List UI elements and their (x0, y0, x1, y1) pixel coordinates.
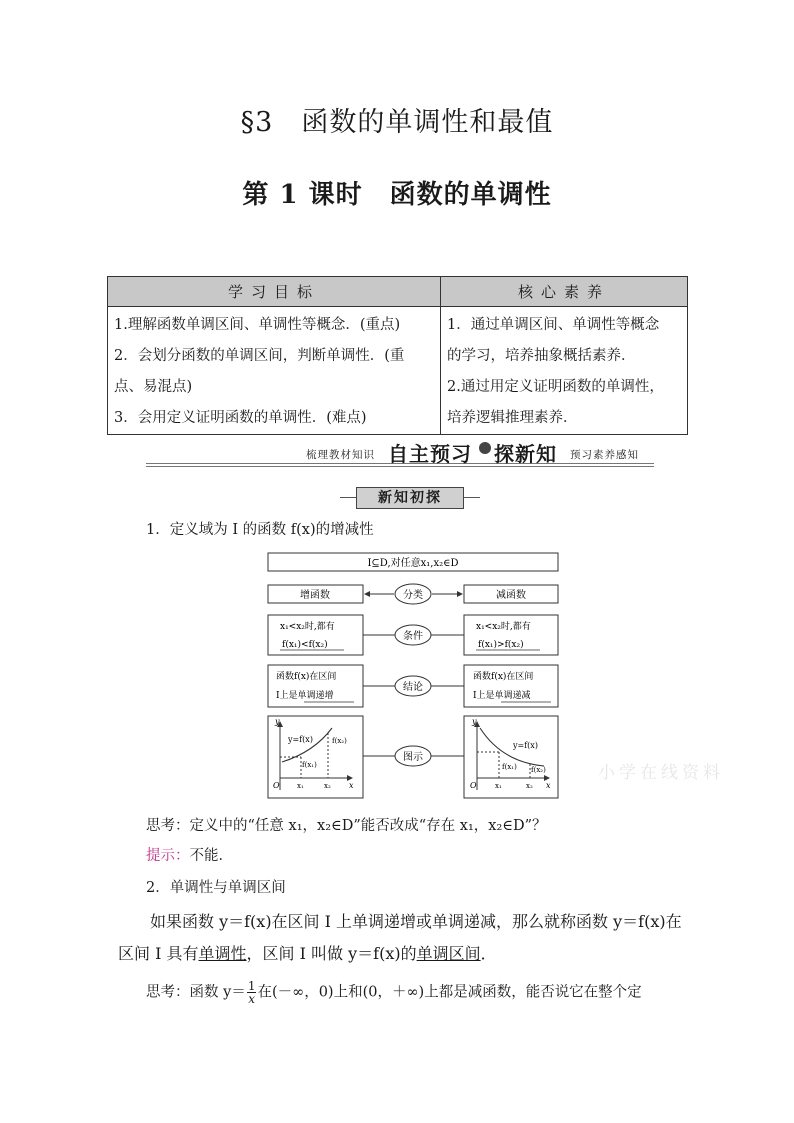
watermark: 小学在线资料 (598, 763, 724, 783)
item2-paragraph (118, 906, 684, 970)
increasing-condition-line2: f(x₁)<f(x₂) (282, 640, 328, 650)
increasing-condition-line1: x₁<x₂时,都有 (280, 622, 335, 632)
goals-table (107, 276, 688, 435)
goal-line: 点、易混点) (114, 379, 193, 395)
section-tag: 新知初探 (356, 487, 464, 509)
decreasing-conclusion-line2: I上是单调递减 (473, 691, 531, 701)
lesson-title: 第 1 课时 函数的单调性 (242, 180, 552, 210)
left-x1: x₁ (297, 782, 304, 790)
goals-header: 学习目标 (108, 277, 441, 307)
fraction (247, 980, 257, 1005)
think1-question: 思考：定义中的“任意 x₁，x₂∈D”能否改成“存在 x₁，x₂∈D”？ (146, 818, 547, 834)
literacy-header: 核心素养 (441, 277, 688, 307)
right-x1: x₁ (495, 782, 502, 790)
left-fx1: f(x₁) (302, 761, 317, 769)
literacy-line: 培养逻辑推理素养． (447, 410, 578, 426)
think2-line (146, 980, 642, 1005)
condition-label: 条件 (403, 631, 423, 642)
literacy-line: 1．通过单调区间、单调性等概念 (447, 317, 660, 333)
item2-term-interval: 单调区间 (416, 944, 481, 963)
left-axis-x: x (349, 781, 354, 790)
right-axis-y: y (472, 717, 477, 726)
classify-label: 分类 (403, 590, 423, 601)
item1-title: 1．定义域为 I 的函数 f(x)的增减性 (146, 522, 374, 538)
section-tag-rule-right (464, 497, 480, 498)
banner-arrow-icon (479, 442, 491, 454)
left-graph-label: y=f(x) (288, 735, 313, 744)
item2-title: 2．单调性与单调区间 (146, 880, 286, 896)
literacy-line: 2.通过用定义证明函数的单调性， (447, 379, 664, 395)
goal-line: 3．会用定义证明函数的单调性．(难点) (114, 410, 367, 426)
section-title: §3 函数的单调性和最值 (240, 107, 554, 138)
decreasing-label: 减函数 (496, 590, 526, 601)
literacy-line: 的学习，培养抽象概括素养． (447, 348, 636, 364)
right-origin: O (470, 781, 477, 790)
item2-term-monotonicity: 单调性 (198, 944, 247, 963)
fraction-numerator: 1 (247, 979, 256, 993)
increasing-label: 增函数 (300, 590, 330, 601)
increasing-conclusion-line2: I上是单调递增 (276, 691, 334, 701)
banner-left-label: 梳理教材知识 (306, 449, 375, 461)
domain-text: I⊆D,对任意x₁,x₂∈D (367, 558, 459, 569)
think1-hint (146, 846, 233, 866)
right-fx1: f(x₁) (502, 763, 517, 771)
decreasing-conclusion-line1: 函数f(x)在区间 (473, 672, 534, 682)
item2-line1: 如果函数 y＝f(x)在区间 I 上单调递增或单调递减，那么就称函数 y＝f(x)在区 (118, 912, 682, 963)
item2-line2c: ． (480, 944, 497, 963)
right-x2: x₂ (526, 782, 533, 790)
think2-suffix: 在(－∞，0)上和(0，＋∞)上都是减函数，能否说它在整个定 (257, 984, 642, 1001)
left-x2: x₂ (324, 782, 331, 790)
right-axis-x: x (546, 781, 551, 790)
goal-line: 1.理解函数单调区间、单调性等概念．(重点) (114, 317, 401, 333)
literacy-cell (441, 307, 688, 435)
decreasing-condition-line1: x₁<x₂时,都有 (476, 622, 531, 632)
illustration-label: 图示 (403, 752, 423, 763)
conclusion-label: 结论 (403, 682, 423, 693)
decreasing-condition-line2: f(x₁)>f(x₂) (478, 640, 524, 650)
item2-line2a: 间 I 具有 (134, 944, 199, 963)
hint-text: 不能． (189, 848, 233, 864)
monotonicity-diagram (266, 552, 560, 800)
left-origin: O (273, 781, 280, 790)
increasing-conclusion-line1: 函数f(x)在区间 (276, 672, 337, 682)
item2-line2b: ，区间 I 叫做 y＝f(x)的 (246, 944, 417, 963)
preview-banner (146, 438, 654, 470)
goals-cell (108, 307, 441, 435)
hint-label: 提示： (146, 848, 190, 864)
banner-main-b: 探新知 (494, 442, 557, 466)
banner-main-a: 自主预习 (388, 442, 472, 466)
right-fx2: f(x₂) (531, 766, 546, 774)
fraction-denominator: x (248, 992, 256, 1006)
left-fx2: f(x₂) (332, 737, 347, 745)
section-tag-rule-left (340, 497, 356, 498)
right-graph-label: y=f(x) (513, 741, 538, 750)
think2-prefix: 思考：函数 y＝ (146, 984, 246, 1001)
goal-line: 2．会划分函数的单调区间，判断单调性．(重 (114, 348, 405, 364)
left-axis-y: y (275, 717, 280, 726)
banner-right-label: 预习素养感知 (570, 449, 639, 461)
